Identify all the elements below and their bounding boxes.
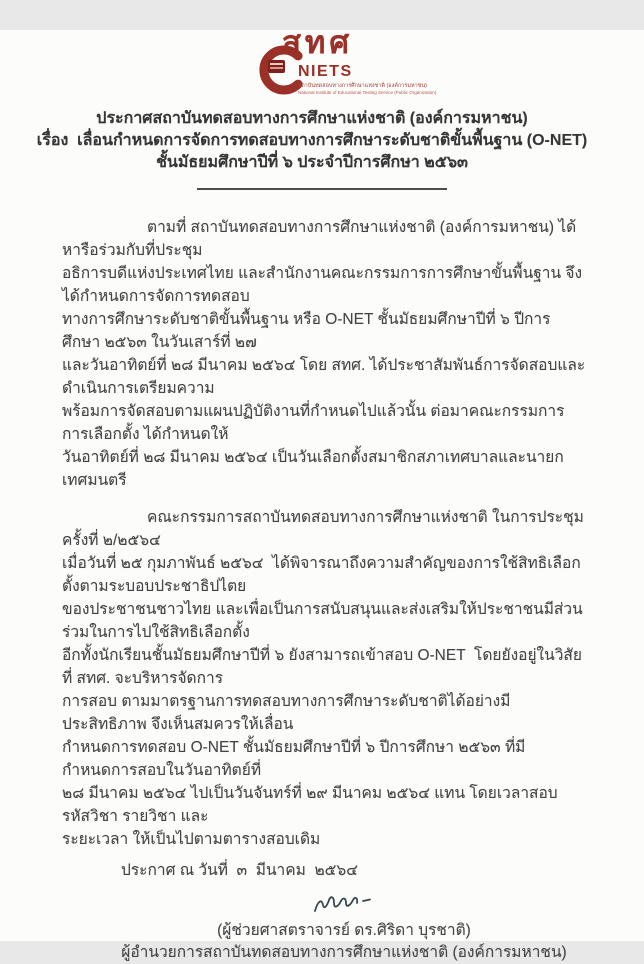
logo-thai-fullname: สถาบันทดสอบทางการศึกษาแห่งชาติ (องค์การมหาชน) <box>298 83 427 89</box>
paragraph-1-line: และวันอาทิตย์ที่ ๒๘ มีนาคม ๒๕๖๔ โดย สทศ. ได้ประชาสัมพันธ์การจัดสอบและดำเนินการเตรียมความ <box>62 357 586 397</box>
announcement-title <box>0 108 634 174</box>
title-line-1: ประกาศสถาบันทดสอบทางการศึกษาแห่งชาติ (องค์การมหาชน) <box>96 110 528 127</box>
paragraph-2-line: กำหนดการทดสอบ O-NET ชั้นมัธยมศึกษาปีที่ ๖ ปีการศึกษา ๒๕๖๓ ที่มีกำหนดการสอบในวันอาทิตย์ที่ <box>62 739 526 779</box>
paragraph-2-line: ระยะเวลา ให้เป็นไปตามตารางสอบเดิม <box>62 831 321 848</box>
signer-title: ผู้อำนวยการสถาบันทดสอบทางการศึกษาแห่งชาติ (องค์การมหาชน) <box>121 944 567 961</box>
announcement-body <box>62 216 589 851</box>
paragraph-2-line: อีกทั้งนักเรียนชั้นมัธยมศึกษาปีที่ ๖ ยังสามารถเข้าสอบ O-NET โดยยังอยู่ในวิสัยที่ สทศ. จะบริหารจัดการ <box>62 647 582 687</box>
signature-block <box>50 890 638 964</box>
paragraph-2-line: เมื่อวันที่ ๒๕ กุมภาพันธ์ ๒๕๖๔ ได้พิจารณาถึงความสำคัญของการใช้สิทธิเลือกตั้งตามระบอบประชาธิปไตย <box>62 555 581 595</box>
paragraph-1-line: ตามที่ สถาบันทดสอบทางการศึกษาแห่งชาติ (องค์การมหาชน) ได้หารือร่วมกับที่ประชุม <box>62 219 577 259</box>
signature-icon <box>305 890 383 918</box>
logo-english-fullname: National Institute of Educational Testing Service (Public Organization) <box>298 90 437 95</box>
logo-emblem-icon <box>268 60 285 73</box>
paragraph-2-line: การสอบ ตามมาตรฐานการทดสอบทางการศึกษาระดับชาติได้อย่างมีประสิทธิภาพ จึงเห็นสมควรให้เลื่อน <box>62 693 511 733</box>
paragraph-1-line: พร้อมการจัดสอบตามแผนปฏิบัติงานที่กำหนดไปแล้วนั้น ต่อมาคณะกรรมการการเลือกตั้ง ได้กำหนดให้ <box>62 403 565 443</box>
paragraph-2 <box>62 506 589 851</box>
paragraph-1 <box>62 216 586 492</box>
paragraph-1-line: ทางการศึกษาระดับชาติขั้นพื้นฐาน หรือ O-NET ชั้นมัธยมศึกษาปีที่ ๖ ปีการศึกษา ๒๕๖๓ ในวันเสาร์ที่ ๒๗ <box>62 311 551 351</box>
logo-thai-acronym: สทศ <box>282 25 354 60</box>
paragraph-1-line: วันอาทิตย์ที่ ๒๘ มีนาคม ๒๕๖๔ เป็นวันเลือกตั้งสมาชิกสภาเทศบาลและนายกเทศมนตรี <box>62 449 564 489</box>
paragraph-2-line: ๒๘ มีนาคม ๒๕๖๔ ไปเป็นวันจันทร์ที่ ๒๙ มีนาคม ๒๕๖๔ แทน โดยเวลาสอบ รหัสวิชา รายวิชา และ <box>62 785 562 825</box>
announcement-document <box>0 25 644 961</box>
signer-name: (ผู้ช่วยศาสตราจารย์ ดร.ศิริดา บุรชาติ) <box>217 922 471 939</box>
paragraph-1-line: อธิการบดีแห่งประเทศไทย และสำนักงานคณะกรรมการการศึกษาขั้นพื้นฐาน จึงได้กำหนดการจัดการทดสอบ <box>62 265 583 305</box>
title-line-3: ชั้นมัธยมศึกษาปีที่ ๖ ประจำปีการศึกษา ๒๕๖๓ <box>156 154 468 171</box>
logo-latin-acronym: NIETS <box>298 63 353 80</box>
announcement-date: ประกาศ ณ วันที่ ๓ มีนาคม ๒๕๖๔ <box>121 862 358 879</box>
title-divider <box>197 188 447 190</box>
niets-logo <box>258 25 437 98</box>
title-line-2: เรื่อง เลื่อนกำหนดการจัดการทดสอบทางการศึกษาระดับชาติขั้นพื้นฐาน (O-NET) <box>36 132 588 149</box>
paragraph-2-line: คณะกรรมการสถาบันทดสอบทางการศึกษาแห่งชาติ ในการประชุม ครั้งที่ ๒/๒๕๖๔ <box>62 509 589 549</box>
paragraph-2-line: ของประชาชนชาวไทย และเพื่อเป็นการสนับสนุนและส่งเสริมให้ประชาชนมีส่วนร่วมในการไปใช้สิทธิเลือกตั้ง <box>62 601 583 641</box>
